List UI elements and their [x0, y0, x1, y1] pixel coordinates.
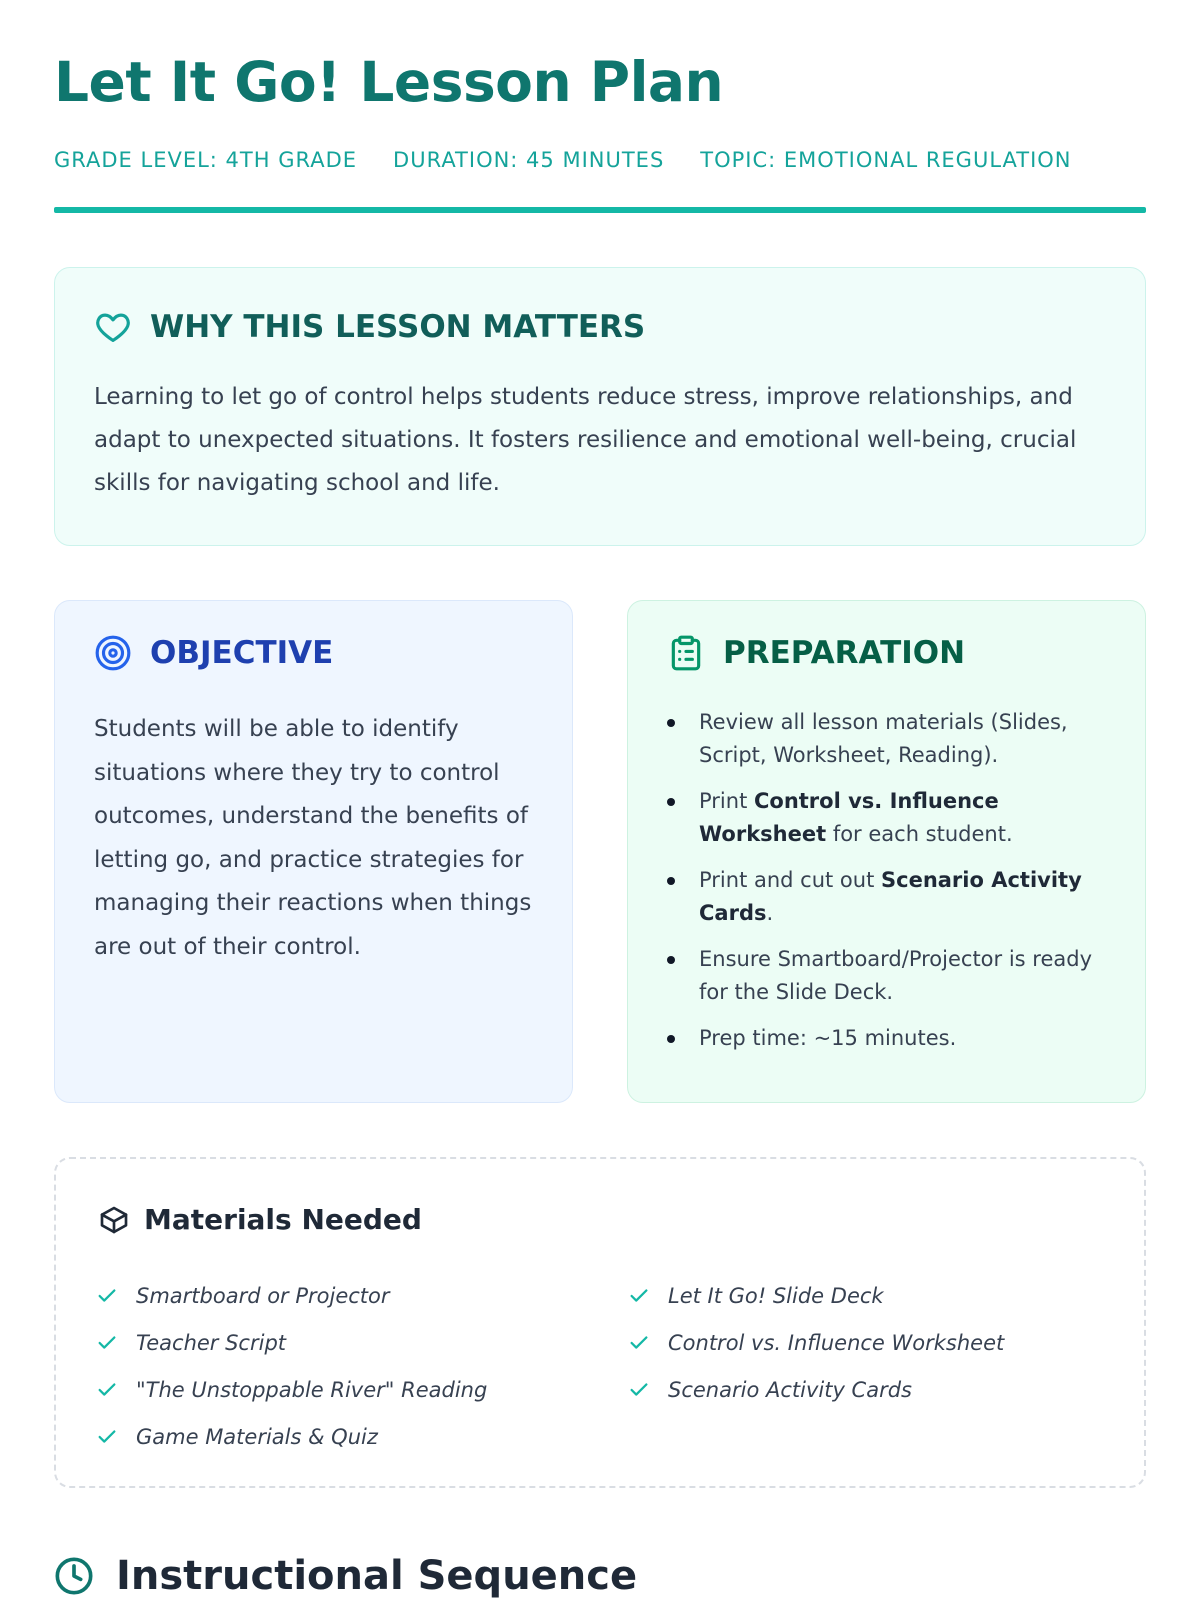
- material-label: Smartboard or Projector: [136, 1283, 390, 1308]
- topic: TOPIC: EMOTIONAL REGULATION: [700, 148, 1072, 172]
- list-item: [96, 1319, 487, 1366]
- preparation-heading-row: [667, 634, 965, 672]
- prep-item-text: for each student.: [826, 822, 1013, 846]
- check-icon: [96, 1285, 118, 1307]
- prep-item-text: Review all lesson materials (Slides, Script, Worksheet, Reading).: [699, 710, 1068, 767]
- check-icon: [628, 1332, 650, 1354]
- sequence-heading-row: [54, 1553, 637, 1599]
- check-icon: [628, 1285, 650, 1307]
- materials-heading-row: [98, 1203, 422, 1236]
- grade-level: GRADE LEVEL: 4TH GRADE: [54, 148, 358, 172]
- clock-icon: [54, 1556, 94, 1596]
- materials-list-right: [628, 1272, 1004, 1413]
- box-icon: [98, 1204, 130, 1236]
- page-title: Let It Go! Lesson Plan: [54, 50, 724, 114]
- objective-heading-row: [94, 634, 333, 672]
- material-label: "The Unstoppable River" Reading: [136, 1377, 488, 1402]
- prep-item-text: Ensure Smartboard/Projector is ready for the Slide Deck.: [699, 947, 1093, 1004]
- list-item: [96, 1366, 487, 1413]
- list-item: [659, 706, 1099, 772]
- prep-item-text: Print and cut out: [699, 868, 881, 892]
- why-text: Learning to let go of control helps students reduce stress, improve relationships, and adapt to unexpected situations. It fosters resilience and emotional well-being, crucial skills for navigating school and life.: [94, 384, 1077, 496]
- preparation-heading: PREPARATION: [723, 635, 966, 671]
- list-item: [628, 1272, 1004, 1319]
- list-item: [628, 1319, 1004, 1366]
- materials-heading: Materials Needed: [144, 1203, 422, 1236]
- list-item: [659, 785, 1099, 851]
- why-heading: WHY THIS LESSON MATTERS: [150, 309, 646, 345]
- prep-item-bold: Control vs. Influence Worksheet: [699, 789, 999, 846]
- list-item: [659, 1022, 1099, 1055]
- list-item: [628, 1366, 1004, 1413]
- list-item: [96, 1272, 487, 1319]
- duration: DURATION: 45 MINUTES: [393, 148, 665, 172]
- material-label: Teacher Script: [136, 1330, 287, 1355]
- header-divider: [54, 207, 1146, 213]
- prep-item-text: Print: [699, 789, 754, 813]
- check-icon: [96, 1426, 118, 1448]
- prep-item-bold: Scenario Activity Cards: [699, 868, 1082, 925]
- lesson-meta: [54, 148, 1072, 172]
- check-icon: [96, 1379, 118, 1401]
- preparation-list: [659, 706, 1099, 1068]
- materials-list-left: [96, 1272, 487, 1460]
- objective-text: Students will be able to identify situations where they try to control outcomes, understand the benefits of letting go, and practice strategies for managing their reactions when things are out of their control.: [94, 716, 532, 960]
- clipboard-icon: [667, 634, 705, 672]
- why-heading-row: [94, 308, 645, 346]
- material-label: Game Materials & Quiz: [136, 1424, 378, 1449]
- prep-item-text: Prep time: ~15 minutes.: [699, 1026, 957, 1050]
- prep-item-text: .: [766, 901, 774, 925]
- check-icon: [628, 1379, 650, 1401]
- material-label: Let It Go! Slide Deck: [668, 1283, 884, 1308]
- heart-icon: [94, 308, 132, 346]
- material-label: Scenario Activity Cards: [668, 1377, 912, 1402]
- target-icon: [94, 634, 132, 672]
- material-label: Control vs. Influence Worksheet: [668, 1330, 1005, 1355]
- objective-heading: OBJECTIVE: [150, 635, 334, 671]
- check-icon: [96, 1332, 118, 1354]
- list-item: [96, 1413, 487, 1460]
- sequence-heading: Instructional Sequence: [116, 1553, 638, 1599]
- list-item: [659, 864, 1099, 930]
- list-item: [659, 943, 1099, 1009]
